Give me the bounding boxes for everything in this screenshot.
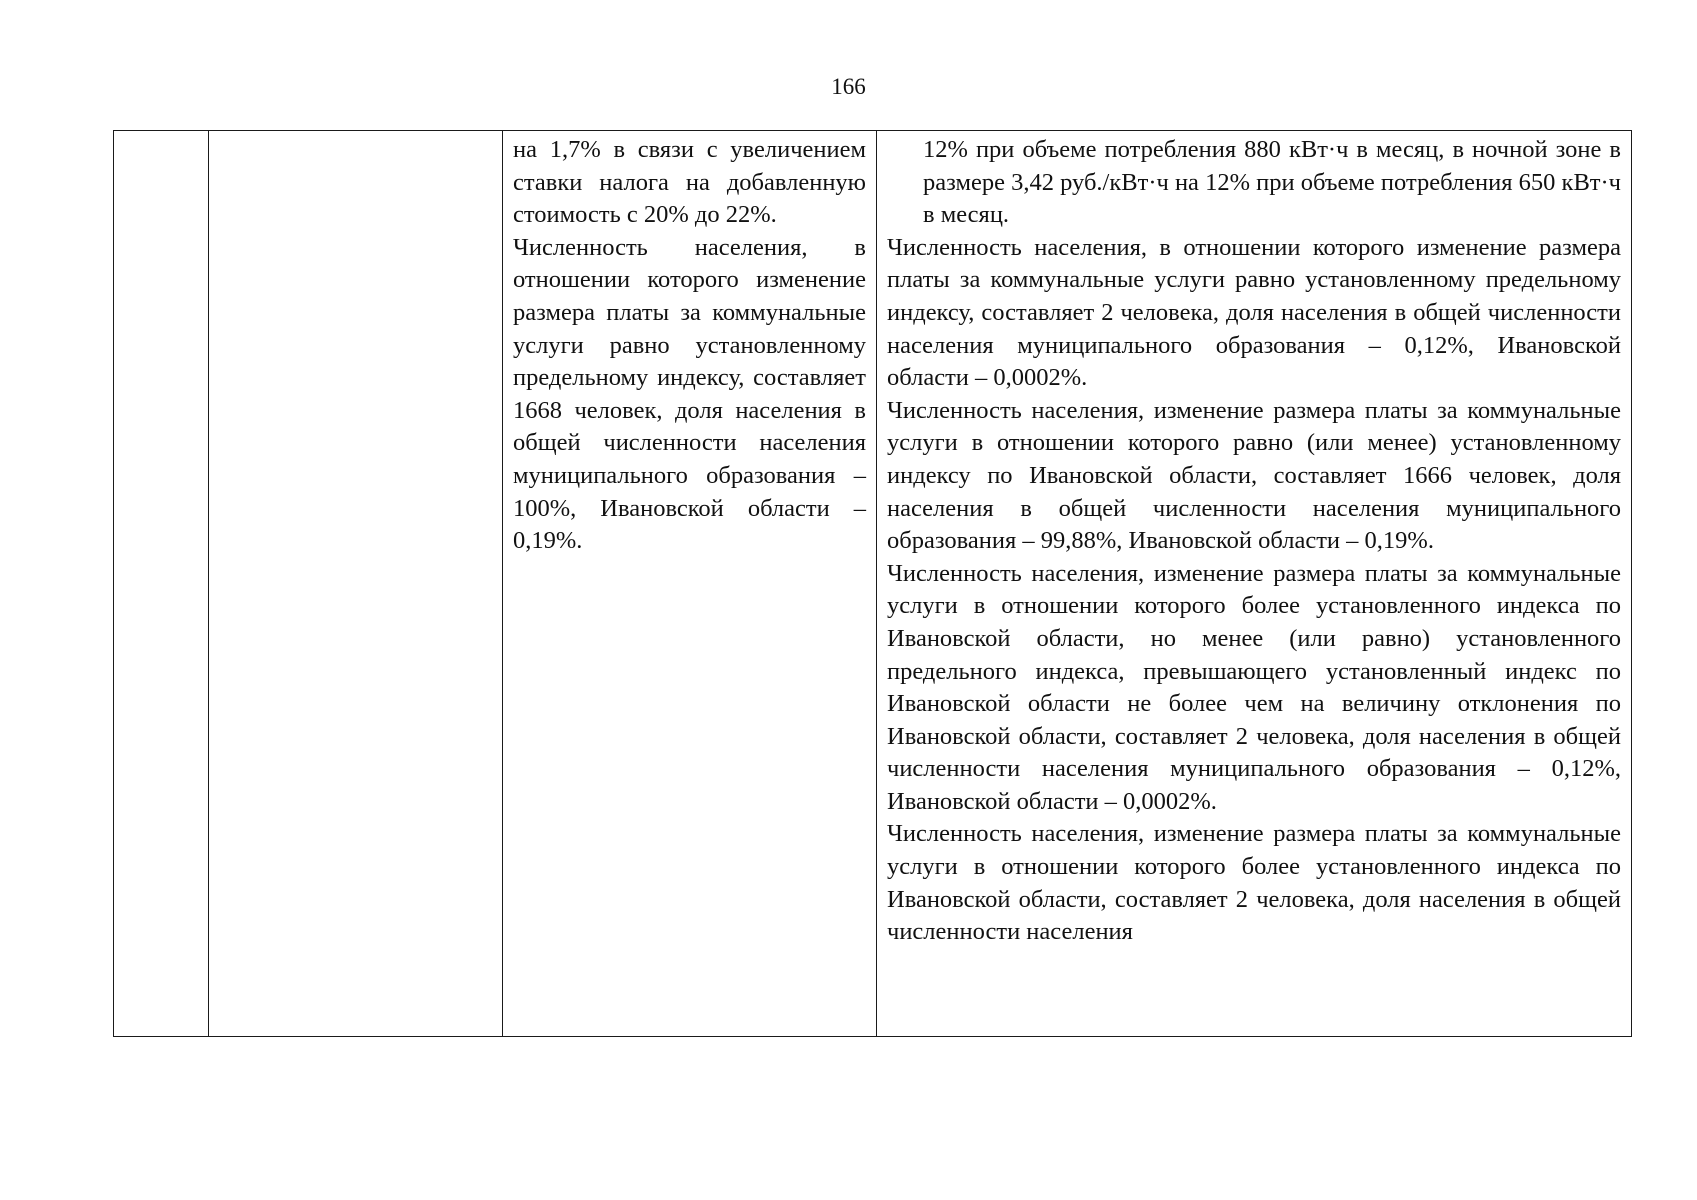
document-table <box>113 130 1632 1037</box>
col4-paragraph: Численность населения, изменение размера платы за коммунальные услуги в отношении которого более установленного индекса по Ивановской области, но менее (или равно) установленного предельного индекса, превышающего установленный индекс по Ивановской области не более чем на величину отклонения по Ивановской области, составляет 2 человека, доля населения в общей численности населения муниципального образования – 0,12%, Ивановской области – 0,0002%. <box>887 559 1621 815</box>
page-number: 166 <box>831 74 866 99</box>
table-row <box>114 131 1632 1037</box>
col3-paragraph: на 1,7% в связи с увеличением ставки налога на добавленную стоимость с 20% до 22%. <box>513 136 866 229</box>
table-cell-col2 <box>209 131 503 1037</box>
table-cell-col4 <box>877 131 1632 1037</box>
col4-paragraph: Численность населения, изменение размера платы за коммунальные услуги в отношении которого более установленного индекса по Ивановской области, составляет 2 человека, доля населения в общей численности населения <box>887 820 1621 946</box>
col4-paragraph: Численность населения, в отношении которого изменение размера платы за коммунальные услуги равно установленному предельному индексу, составляет 2 человека, доля населения в общей численности населения муниципального образования – 0,12%, Ивановской области – 0,0002%. <box>887 233 1621 392</box>
col4-paragraph: 12% при объеме потребления 880 кВт·ч в месяц, в ночной зоне в размере 3,42 руб./кВт·ч на 12% при объеме потребления 650 кВт·ч в месяц. <box>923 136 1621 229</box>
col3-paragraph: Численность населения, в отношении которого изменение размера платы за коммунальные услуги равно установленному предельному индексу, составляет 1668 человек, доля населения в общей численности населения муниципального образования – 100%, Ивановской области – 0,19%. <box>513 233 866 555</box>
table-cell-col1 <box>114 131 209 1037</box>
col4-paragraph: Численность населения, изменение размера платы за коммунальные услуги в отношении которого равно (или менее) установленному индексу по Ивановской области, составляет 1666 человек, доля населения в общей численности населения муниципального образования – 99,88%, Ивановской области – 0,19%. <box>887 396 1621 555</box>
table-cell-col3 <box>503 131 877 1037</box>
